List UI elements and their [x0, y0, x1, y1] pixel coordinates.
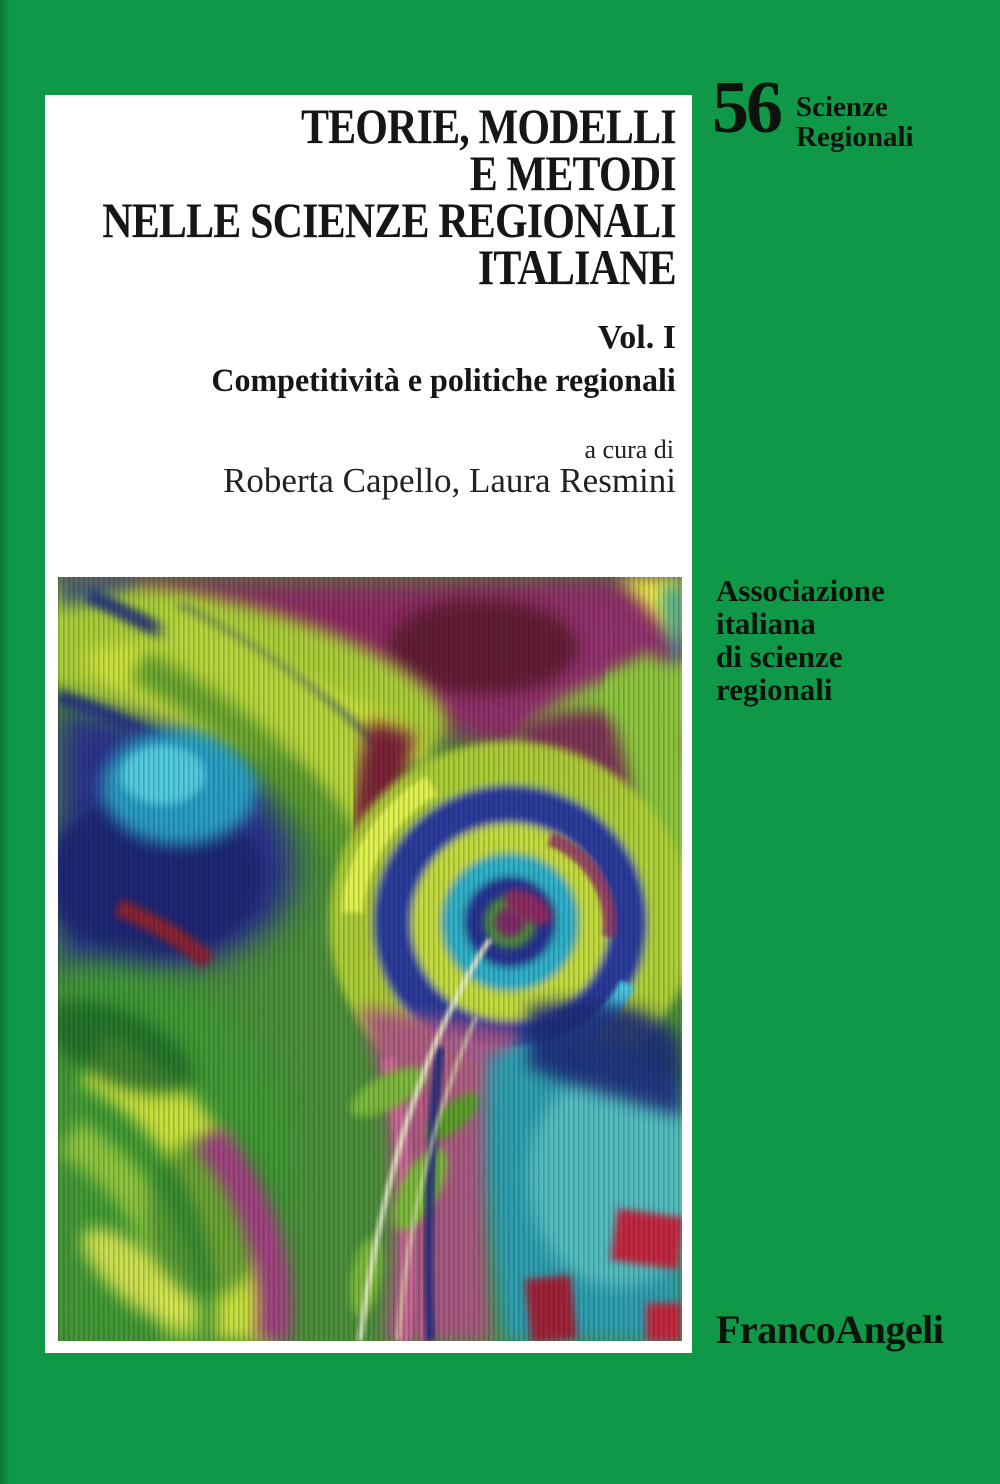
association-name	[716, 574, 885, 706]
association-line: Associazione	[716, 573, 885, 608]
title-line: E METODI	[469, 145, 676, 201]
cover-panel	[45, 95, 692, 1353]
association-line: italiana	[716, 606, 816, 641]
series-number: 56	[712, 67, 780, 149]
cover-artwork-image	[58, 577, 682, 1341]
series-name-line: Regionali	[796, 121, 914, 153]
publisher-logo: FrancoAngeli	[716, 1307, 944, 1352]
association-line: di scienze	[716, 639, 843, 674]
series-name	[796, 71, 914, 152]
title-line: ITALIANE	[478, 239, 676, 295]
volume-label: Vol. I	[597, 319, 676, 356]
title-line: NELLE SCIENZE REGIONALI	[102, 192, 676, 248]
editors-names: Roberta Capello, Laura Resmini	[223, 461, 676, 500]
subtitle: Competitività e politiche regionali	[211, 363, 676, 399]
edited-by-label: a cura di	[584, 435, 674, 464]
series-badge	[712, 67, 914, 153]
book-title	[0, 98, 676, 295]
series-name-line: Scienze	[796, 91, 888, 123]
title-line: TEORIE, MODELLI	[301, 98, 676, 154]
association-line: regionali	[716, 672, 833, 707]
